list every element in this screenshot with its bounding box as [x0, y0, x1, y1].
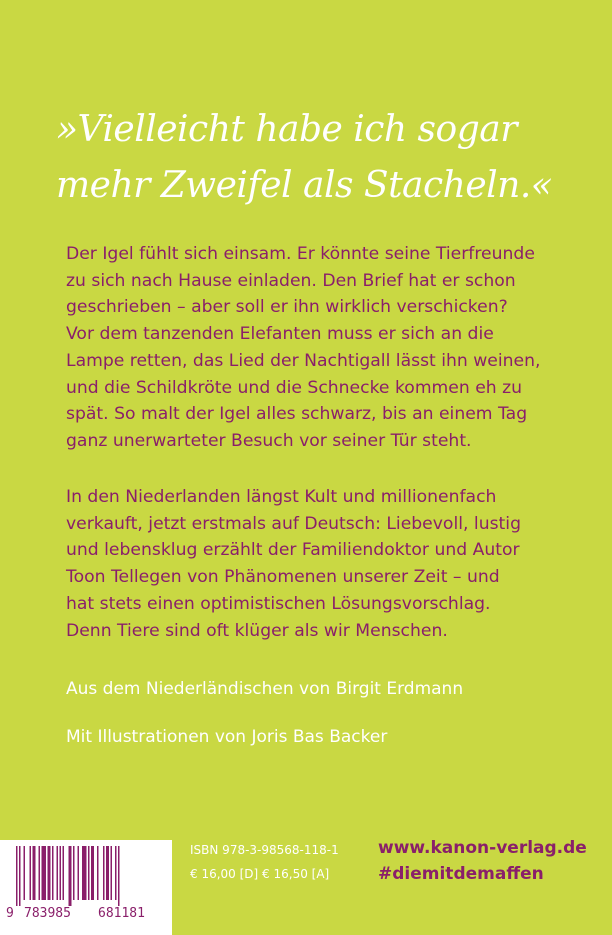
barcode-bar: [91, 846, 94, 900]
cover-quote: [56, 102, 576, 214]
illustration-credit: Mit Illustrationen von Joris Bas Backer: [66, 727, 388, 747]
barcode-bar: [39, 846, 41, 900]
blurb-line: zu sich nach Hause einladen. Den Brief hat er schon: [66, 270, 516, 291]
barcode-bar: [97, 846, 99, 900]
barcode-bar: [115, 846, 117, 900]
blurb-line: und lebensklug erzählt der Familiendoktor und Autor: [66, 540, 520, 561]
barcode: [0, 840, 172, 935]
isbn: ISBN 978-3-98568-118-1: [190, 843, 339, 857]
barcode-bar: [78, 846, 80, 900]
blurb-line: spät. So malt der Igel alles schwarz, bis an einem Tag: [66, 404, 528, 425]
blurb-line: Der Igel fühlt sich einsam. Er könnte seine Tierfreunde: [66, 244, 535, 264]
barcode-bar: [88, 846, 90, 900]
hashtag: #diemitdemaffen: [378, 864, 544, 884]
price: € 16,00 [D] € 16,50 [A]: [190, 867, 330, 881]
barcode-digits-right: 681181: [98, 906, 145, 921]
barcode-bar: [19, 846, 21, 906]
barcode-bar: [16, 846, 18, 906]
blurb-line: Toon Tellegen von Phänomenen unserer Zeit – und: [66, 567, 500, 588]
translation-credit: Aus dem Niederländischen von Birgit Erdmann: [66, 679, 464, 699]
blurb-line: hat stets einen optimistischen Lösungsvorschlag.: [66, 593, 491, 614]
barcode-bar: [42, 846, 47, 900]
blurb-line: geschrieben – aber soll er ihn wirklich verschicken?: [66, 297, 508, 318]
blurb-line: ganz unerwarteter Besuch vor seiner Tür steht.: [66, 430, 472, 451]
blurb-line: Vor dem tanzenden Elefanten muss er sich an die: [66, 324, 494, 345]
barcode-bar: [118, 846, 120, 906]
blurb-line: Denn Tiere sind oft klüger als wir Menschen.: [66, 620, 448, 641]
barcode-digits-left: 783985: [24, 906, 71, 921]
barcode-digit-prefix: 9: [6, 906, 14, 921]
blurb-line: und die Schildkröte und die Schnecke kommen eh zu: [66, 377, 523, 398]
barcode-bar: [63, 846, 65, 900]
quote-line-2: mehr Zweifel als Stacheln.«: [56, 165, 553, 206]
barcode-bar: [106, 846, 109, 900]
blurb-line: In den Niederlanden längst Kult und millionenfach: [66, 487, 497, 507]
barcode-bar: [69, 846, 72, 906]
barcode-bar: [60, 846, 62, 900]
barcode-bar: [24, 846, 26, 900]
barcode-bar: [52, 846, 54, 900]
barcode-bar: [57, 846, 59, 900]
barcode-bars: [16, 846, 166, 906]
publisher-website[interactable]: www.kanon-verlag.de: [378, 838, 587, 858]
barcode-bar: [73, 846, 75, 900]
barcode-bar: [111, 846, 113, 900]
barcode-bar: [33, 846, 36, 900]
blurb-paragraph-2: [66, 484, 566, 644]
barcode-bar: [103, 846, 105, 900]
quote-line-1: »Vielleicht habe ich sogar: [56, 109, 517, 150]
blurb-line: Lampe retten, das Lied der Nachtigall lässt ihn weinen,: [66, 350, 541, 371]
barcode-bar: [48, 846, 51, 900]
barcode-bar: [30, 846, 32, 900]
barcode-bar: [82, 846, 87, 900]
blurb-paragraph-1: [66, 241, 566, 455]
blurb-line: verkauft, jetzt erstmals auf Deutsch: Liebevoll, lustig: [66, 513, 521, 534]
